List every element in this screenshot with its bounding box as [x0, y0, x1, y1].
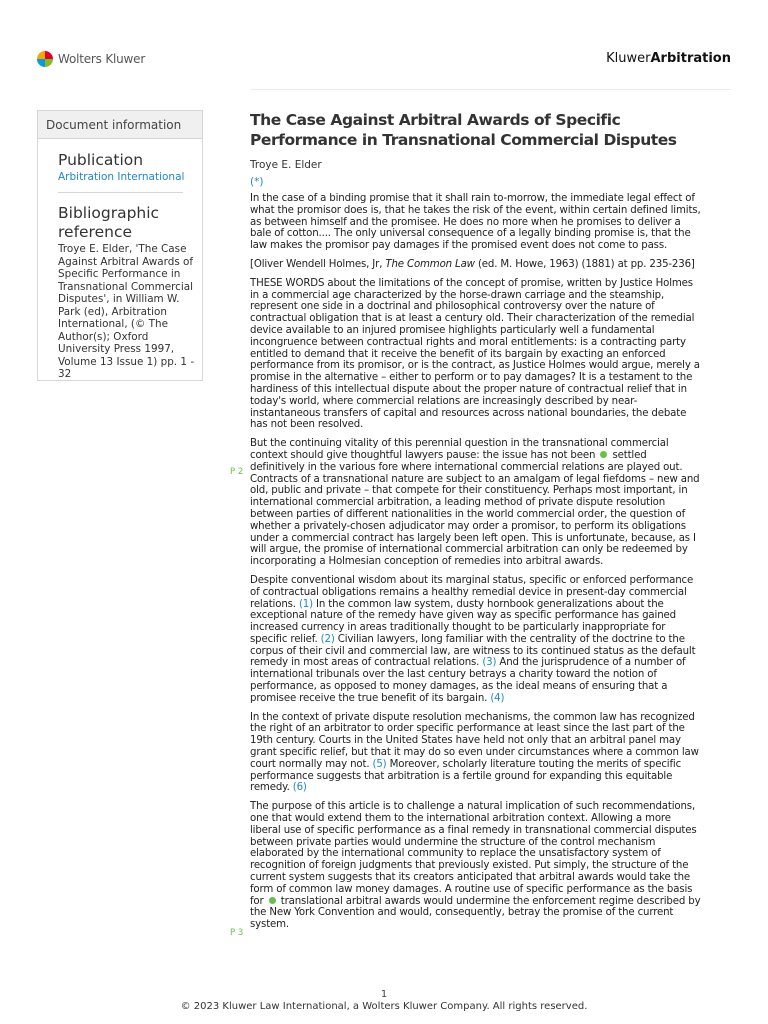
- wolters-kluwer-logo-icon: [37, 51, 53, 67]
- bibliographic-label: Bibliographic reference: [58, 204, 160, 241]
- paragraph-3: [250, 575, 702, 705]
- brand-bold: Arbitration: [650, 51, 731, 66]
- footnote-link-4[interactable]: (4): [490, 692, 505, 704]
- epigraph: In the case of a binding promise that it shall rain to-morrow, the immediate legal effect of what the promisor does is, that he takes the risk of the event, within certain defined limits, as between himself and the promisee. He does no more when he promises to deliver a bale of cotton.... The only universal consequence of a legally binding promise is, that the law makes the promisor pay damages if the promised event does not come to pass.: [250, 193, 701, 252]
- publication-link[interactable]: Arbitration International: [58, 171, 185, 183]
- citation-book-title: The Common Law: [385, 258, 475, 270]
- page-marker-3: P 3: [230, 928, 244, 938]
- document-information-heading: Document information: [38, 111, 202, 139]
- paragraph-4-part-a: In the context of private dispute resolution mechanisms, the common law has recognized the right of an arbitrator to order specific performance at least since the last part of the 19th century. Courts in the United States have held not only that an arbitral panel may grant specific relief, but that it may do so even under circumstances where a common law court normally may not.: [250, 711, 699, 770]
- citation-suffix: (ed. M. Howe, 1963) (1881) at pp. 235-236]: [474, 258, 695, 270]
- article-author: Troye E. Elder: [250, 159, 322, 171]
- paragraph-2-part-b: settled definitively in the various fore where international commercial relations are played out. Contracts of a transnational nature are subject to an amalgam of legal fiefdoms – new and old, public and private – that compete for their constituency. Perhaps most important, in international commercial arbitration, a leading method of private dispute resolution between parties of different nationalities in the world commercial order, the question of whether a privately-chosen adjudicator may order a promisor, to perform its obligations under a commercial contract has largely been left open. This is unfortunate, because, as I will argue, the promise of international commercial arbitration can only be redeemed by incorporating a Holmesian conception of remedies into arbitral awards.: [250, 449, 700, 568]
- page-number: 1: [380, 989, 388, 1000]
- article-body: [250, 110, 702, 931]
- paragraph-3-part-a: Despite conventional wisdom about its marginal status, specific or enforced performance of contractual obligations remains a healthy remedial device in present-day commercial relations.: [250, 574, 694, 610]
- paragraph-4: [250, 712, 702, 795]
- paragraph-2: [250, 438, 702, 568]
- bibliographic-section: [38, 204, 202, 381]
- page-break-dot-icon: [600, 451, 607, 458]
- paragraph-5-part-b: translational arbitral awards would undermine the enforcement regime described by the New York Convention and would, consequently, betray the promise of the current system.: [250, 895, 701, 931]
- kluwer-arbitration-brand[interactable]: [606, 51, 731, 66]
- footnote-link-2[interactable]: (2): [320, 633, 335, 645]
- footnote-link-6[interactable]: (6): [292, 782, 307, 794]
- paragraph-3-part-d: And the jurisprudence of a number of international tribunals over the last century betrays a charity toward the notion of performance, as opposed to money damages, as the ideal means of ensuring that a promisee receive the true benefit of its bargain.: [250, 657, 686, 704]
- header-divider: [250, 89, 731, 90]
- paragraph-4-part-b: Moreover, scholarly literature touting the merits of specific performance suggests that arbitration is a fertile ground for expanding this equitable remedy.: [250, 758, 682, 794]
- footnote-link-3[interactable]: (3): [482, 657, 497, 669]
- copyright-notice: © 2023 Kluwer Law International, a Wolters Kluwer Company. All rights reserved.: [180, 1001, 588, 1012]
- paragraph-2-part-a: But the continuing vitality of this perennial question in the transnational commercial context should give thoughtful lawyers pause: the issue has not been: [250, 438, 669, 461]
- article-title: The Case Against Arbitral Awards of Specific Performance in Transnational Commercial Disputes: [250, 111, 677, 149]
- page-marker-2: P 2: [230, 467, 244, 477]
- citation-prefix: [Oliver Wendell Holmes, Jr,: [250, 258, 386, 270]
- bibliographic-reference: Troye E. Elder, 'The Case Against Arbitral Awards of Specific Performance in Transnational Commercial Disputes', in William W. Park (ed), Arbitration International, (© The Author(s); Oxford University Press 1997, Volume 13 Issue 1) pp. 1 - 32: [58, 243, 195, 380]
- paragraph-5-part-a: The purpose of this article is to challenge a natural implication of such recommendations, one that would extend them to the international arbitration context. Allowing a more liberal use of specific performance as a final remedy in transnational commercial disputes between private parties would undermine the structure of the control mechanism elaborated by the international community to replace the unsatisfactory system of recognition of foreign judgments that previously existed. Put simply, the structure of the current system suggests that its creators anticipated that arbitral awards would take the form of common law money damages. A routine use of specific performance as the basis for: [250, 801, 697, 907]
- brand-prefix: Kluwer: [606, 51, 651, 66]
- publication-label: Publication: [58, 151, 144, 169]
- publication-section: [38, 151, 202, 184]
- page-break-dot-icon: [269, 897, 276, 904]
- paragraph-1: THESE WORDS about the limitations of the concept of promise, written by Justice Holmes in a commercial age characterized by the horse-drawn carriage and the steamship, represent one side in a doctrinal and philosophical controversy over the nature of contractual obligation that is at least a century old. Their characterization of the remedial device available to an injured promisee highlights particularly well a fundamental incongruence between contractual rights and moral entitlements: is a contracting party entitled to demand that it receive the benefit of its bargain by exacting an enforced performance from its promisor, or is the contract, as Justice Holmes would argue, merely a promise in the alternative – either to perform or to pay damages? It is a testament to the hardiness of this intellectual dispute about the proper nature of contractual relief that in today's world, where commercial relations are increasingly described by near-instantaneous transfers of capital and resources across national boundaries, the debate has not been resolved.: [250, 277, 700, 431]
- paragraph-3-part-b: In the common law system, dusty hornbook generalizations about the exceptional nature of the remedy have given way as specific performance has gained increased currency in areas traditionally thought to be particularly inappropriate for specific relief.: [250, 598, 676, 645]
- footnote-link-5[interactable]: (5): [372, 758, 387, 770]
- author-note-link[interactable]: (*): [250, 176, 264, 188]
- document-information-panel: [37, 110, 203, 381]
- wolters-kluwer-logo[interactable]: [37, 51, 145, 67]
- sidebar-divider: [58, 192, 183, 193]
- logo-text: Wolters Kluwer: [58, 52, 146, 66]
- page-header: [0, 0, 768, 90]
- epigraph-citation: [250, 259, 702, 271]
- paragraph-3-part-c: Civilian lawyers, long familiar with the centrality of the doctrine to the corpus of their civil and commercial law, are witness to its continued status as the default remedy in most areas of contractual relations.: [250, 633, 696, 669]
- footnote-link-1[interactable]: (1): [298, 598, 313, 610]
- paragraph-5: [250, 801, 702, 931]
